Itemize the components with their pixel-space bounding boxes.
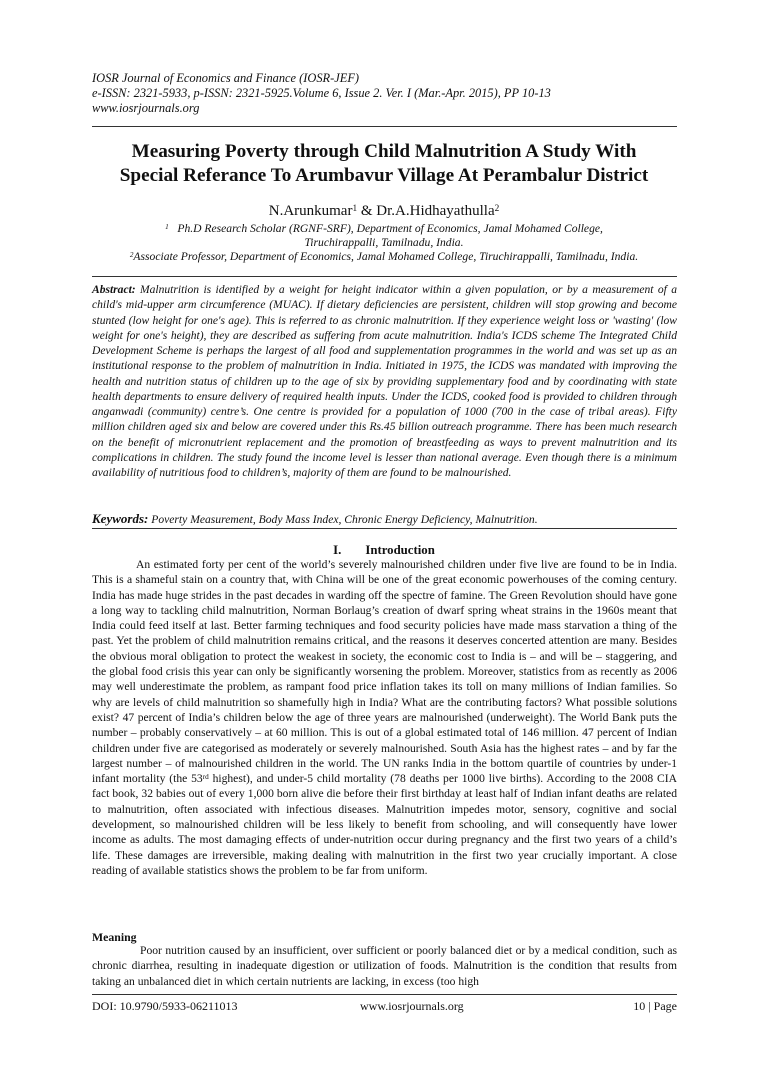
footer-rule <box>92 994 677 995</box>
section-title: Introduction <box>365 543 435 557</box>
footer-doi: DOI: 10.9790/5933-06211013 <box>92 999 238 1013</box>
affiliation-1-sup: 1 <box>165 222 169 231</box>
footer-url[interactable]: www.iosrjournals.org <box>360 999 464 1013</box>
intro-text-part-2: highest), and under-5 child mortality (78 deaths per 1000 live births). According to the 2008 CIA fact book, 32 babies out of every 1,000 born alive die before their first birthday at least half of Indian infant deaths are related to malnutrition, often associated with infectious diseases. Malnutrition impedes motor, sensory, cognitive and social development, so malnourished children will be less likely to benefit from schooling, and will consequently have lower income as adults. The most damaging effects of under-nutrition occur during pregnancy and the first two years of a child’s life. These damages are irreversible, making dealing with malnutrition in the first two year crucially important. A close reading of available statistics shows the problem to be far from uniform. <box>92 772 678 877</box>
introduction-body <box>92 557 677 878</box>
journal-name: IOSR Journal of Economics and Finance (IOSR-JEF) <box>92 71 360 85</box>
author-separator: & <box>357 203 377 219</box>
abstract-text: Malnutrition is identified by a weight for height indicator within a given population, or by a measurement of a child's mid-upper arm circumference (MUAC). If dietary deficiencies are persistent, children will stop growing and become stunted (low height for one's age). This is referred to as chronic malnutrition. If they experience weight loss or 'wasting' (low weight for one's height), they are described as suffering from acute malnutrition. India's ICDS scheme The Integrated Child Development Scheme is perhaps the largest of all food and supplementation programmes in the world and was set up as an institutional response to the problem of malnutrition in India. Initiated in 1975, the ICDS was mandated with improving the health and nutrition status of children up to the age of six by providing supplementary food and by coordinating with state health departments to ensure delivery of required health inputs. Under the ICDS, cooked food is provided to children through anganwadi (community) centre’s. One centre is provided for a population of 1000 (700 in the case of tribal areas). Fifty million children aged six and below are covered under this Rs.45 billion outreach programme. There has been much research on the benefit of micronutrient replacement and the promotion of breastfeeding as ways to prevent malnutrition and its complications in children. The study found the income level is lesser than national average. Even though there is a minimum availability of nutritious food to children’s, majority of them are found to be malnourished. <box>92 284 678 479</box>
affiliation-1-line-1: Ph.D Research Scholar (RGNF-SRF), Department of Economics, Jamal Mohamed College, <box>177 222 603 235</box>
header-rule <box>92 126 677 127</box>
keywords-rule <box>92 528 677 529</box>
keywords-block <box>92 511 677 527</box>
journal-issn: e-ISSN: 2321-5933, p-ISSN: 2321-5925.Volume 6, Issue 2. Ver. I (Mar.-Apr. 2015), PP 10-13 <box>92 86 551 100</box>
keywords-text: Poverty Measurement, Body Mass Index, Chronic Energy Deficiency, Malnutrition. <box>151 513 538 526</box>
footer-page-number: 10 | Page <box>633 999 677 1013</box>
meaning-paragraph: Poor nutrition caused by an insufficient, over sufficient or poorly balanced diet or by a medical condition, such as chronic diarrhea, resulting in inadequate digestion or utilization of foods. Malnutrition is the condition that results from taking an unbalanced diet in which certain nutrients are lacking, in excess (too high <box>92 944 677 988</box>
affiliation-2-sup: 2 <box>129 250 134 259</box>
title-line-1: Measuring Poverty through Child Malnutrition A Study With <box>131 141 637 162</box>
affiliation-2-text: Associate Professor, Department of Economics, Jamal Mohamed College, Tiruchirappalli, Tamilnadu, India. <box>133 250 639 263</box>
authors-line <box>80 202 688 220</box>
intro-superscript: rd <box>202 772 209 781</box>
journal-header <box>92 71 682 116</box>
affiliation-1-line-2: Tiruchirappalli, Tamilnadu, India. <box>304 236 464 249</box>
intro-text-part-1: An estimated forty per cent of the world’s severely malnourished children under five live are found to be in India. This is a shameful stain on a country that, with China will be one of the great economic powerhouses of the coming century. India has made huge strides in the past decades in warding off the spectre of famine. The Green Revolution should have gone a long way to tackling child malnutrition, Norman Borlaug’s creation of dwarf spring wheat strains in the 1960s meant that India could feed itself at last. Better farming techniques and food security policies have made mass starvation a thing of the past. Yet the problem of child malnutrition remains critical, and the reasons it deserves concerted attention are many. Besides the obvious moral obligation to protect the weakest in society, the economic cost to India is – and will be – staggering, and the global food crisis this year can only be significantly worsening the problem. Moreover, statistics from as recently as 2006 may well underestimate the problem, as rampant food price inflation takes its toll on many millions of Indian families. So why are levels of child malnutrition so shamefully high in India? What are the contributing factors? What possible solutions exist? 47 percent of India’s children below the age of three years are malnourished (underweight). The World Bank puts the number – probably conservatively – at 60 million. This is out of a global estimated total of 146 million. 47 percent of Indian children under five are categorised as moderately or severely malnourished. South Asia has the highest rates – and by far the largest number – of malnourished children in the world. The UN ranks India in the bottom quartile of countries by under-1 infant mortality (the 53 <box>92 558 677 786</box>
keywords-label: Keywords: <box>92 511 149 526</box>
author-2-sup: 2 <box>494 203 500 214</box>
introduction-paragraph <box>92 557 677 878</box>
abstract-label: Abstract: <box>92 284 136 296</box>
meaning-body <box>92 943 677 989</box>
affiliation-1 <box>80 222 688 250</box>
abstract-block <box>92 283 677 481</box>
meaning-heading: Meaning <box>92 930 137 944</box>
title-line-2: Special Referance To Arumbavur Village At Perambalur District <box>119 165 649 186</box>
journal-url[interactable]: www.iosrjournals.org <box>92 101 200 115</box>
author-2: Dr.A.Hidhayathulla <box>376 203 495 219</box>
author-1-sup: 1 <box>352 203 358 214</box>
abstract-rule <box>92 276 677 277</box>
affiliation-2 <box>80 250 688 264</box>
paper-title <box>80 140 688 188</box>
section-number: I. <box>333 543 342 557</box>
author-1: N.Arunkumar <box>268 203 353 219</box>
section-heading-introduction <box>80 542 688 558</box>
